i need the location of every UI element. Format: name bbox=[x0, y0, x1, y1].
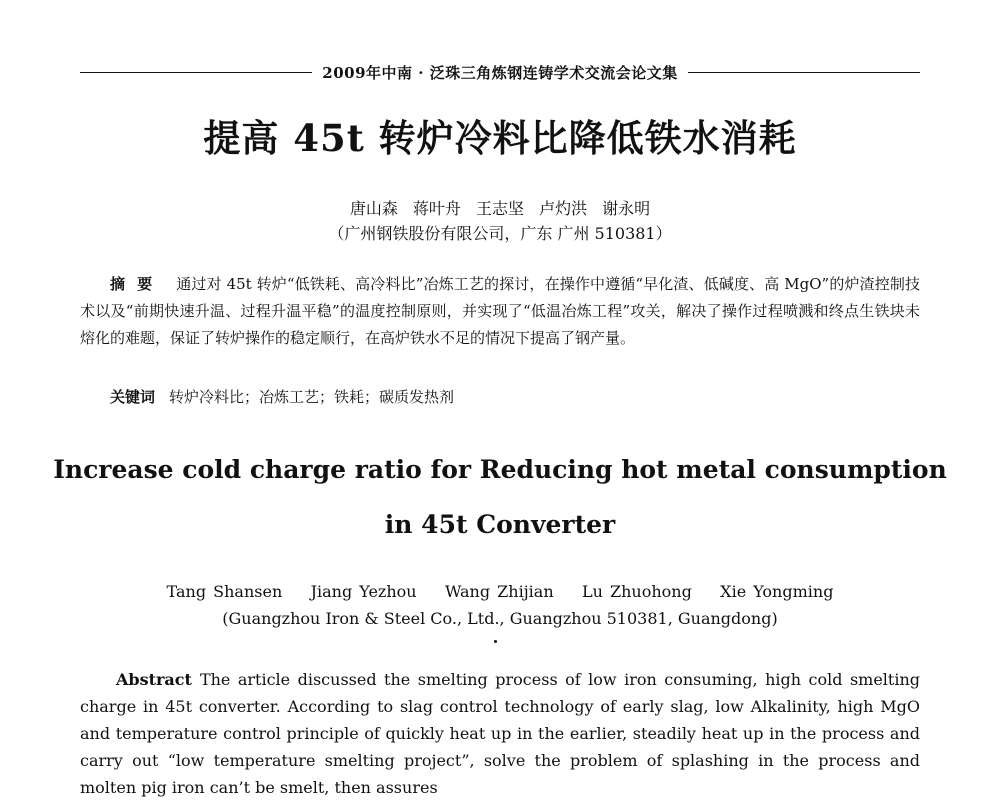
title-chinese: 提高 45t 转炉冷料比降低铁水消耗 bbox=[203, 116, 797, 160]
keywords-chinese bbox=[80, 386, 920, 407]
affiliation-chinese: （广州钢铁股份有限公司，广东 广州 510381） bbox=[328, 224, 672, 243]
header-rule-left bbox=[80, 72, 312, 73]
keywords-chinese-label: 关键词 bbox=[110, 388, 156, 406]
affiliation-english: (Guangzhou Iron & Steel Co., Ltd., Guangzhou 510381, Guangdong) bbox=[222, 609, 778, 628]
title-english-line-1: Increase cold charge ratio for Reducing hot metal consumption bbox=[53, 455, 947, 484]
keywords-chinese-text: 转炉冷料比；冶炼工艺；铁耗；碳质发热剂 bbox=[169, 388, 455, 406]
abstract-chinese bbox=[80, 271, 920, 352]
title-english-line-2: in 45t Converter bbox=[384, 510, 616, 539]
running-header bbox=[80, 62, 920, 83]
stray-dot-mark bbox=[494, 640, 497, 643]
authors-english: Tang Shansen Jiang Yezhou Wang Zhijian Lu Zhuohong Xie Yongming bbox=[166, 582, 834, 601]
abstract-chinese-label: 摘要 bbox=[110, 275, 165, 293]
running-header-text: 2009年中南 · 泛珠三角炼钢连铸学术交流会论文集 bbox=[322, 64, 678, 82]
abstract-english-text: The article discussed the smelting process of low iron consuming, high cold smelting charge in 45t converter. According to slag control technology of early slag, low Alkalinity, high MgO and temperature control principle of quickly heat up in the earlier, steadily heat up in the process and carry out “low temperature smelting project”, solve the problem of splashing in the process and molten pig iron can’t be smelt, then assures bbox=[80, 670, 920, 797]
abstract-chinese-text: 通过对 45t 转炉“低铁耗、高冷料比”冶炼工艺的探讨，在操作中遵循“早化渣、低碱度、高 MgO”的炉渣控制技术以及“前期快速升温、过程升温平稳”的温度控制原则，并实现了“低温冶炼工程”攻关，解决了操作过程喷溅和终点生铁块未熔化的难题，保证了转炉操作的稳定顺行，在高炉铁水不足的情况下提高了钢产量。 bbox=[80, 275, 920, 347]
authors-chinese: 唐山森 蒋叶舟 王志坚 卢灼洪 谢永明 bbox=[349, 199, 651, 218]
abstract-english-label: Abstract bbox=[116, 670, 192, 689]
header-rule-right bbox=[688, 72, 920, 73]
abstract-english bbox=[80, 666, 920, 801]
